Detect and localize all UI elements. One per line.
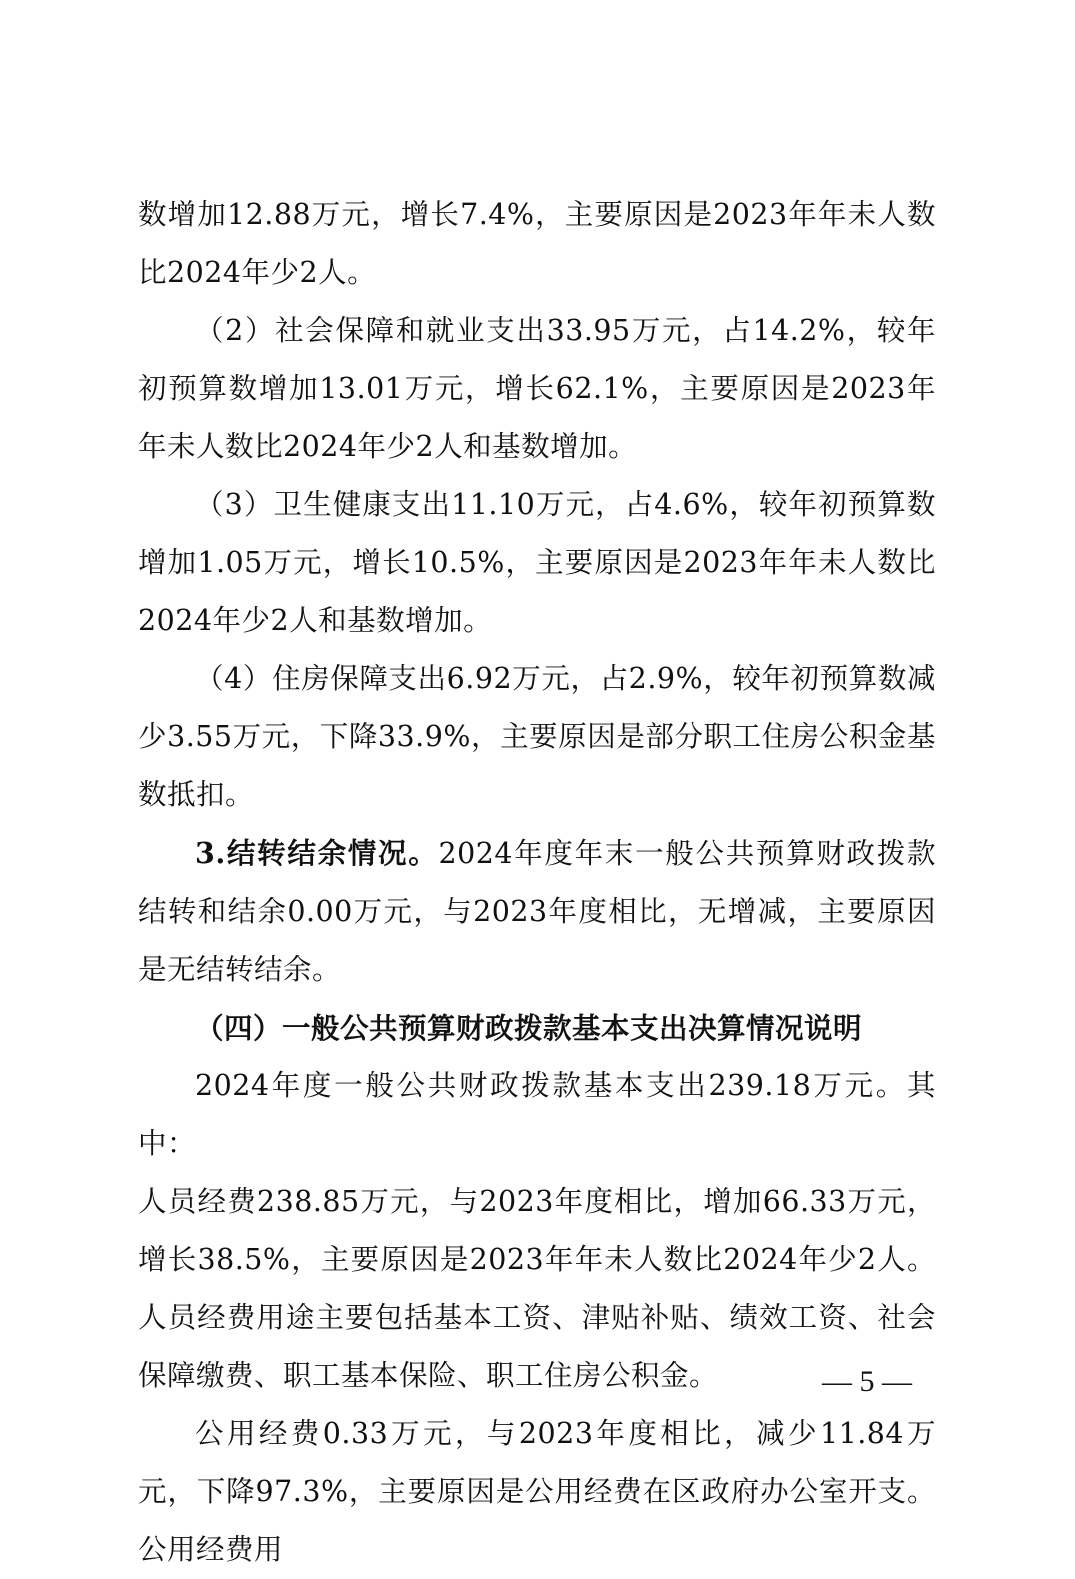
paragraph-social-security: （2）社会保障和就业支出33.95万元，占14.2%，较年初预算数增加13.01万元，增长62.1%，主要原因是2023年年未人数比2024年少2人和基数增加。 [138, 314, 936, 463]
section-heading: （四）一般公共预算财政拨款基本支出决算情况说明 [195, 1011, 863, 1045]
paragraph-health: （3）卫生健康支出11.10万元，占4.6%，较年初预算数增加1.05万元，增长10.5%，主要原因是2023年年未人数比2024年少2人和基数增加。 [138, 488, 936, 637]
paragraph-public-costs: 公用经费0.33万元，与2023年度相比，减少11.84万元，下降97.3%，主要原因是公用经费在区政府办公室开支。公用经费用 [138, 1417, 936, 1566]
paragraph-housing: （4）住房保障支出6.92万元，占2.9%，较年初预算数减少3.55万元，下降33.9%，主要原因是部分职工住房公积金基数抵扣。 [138, 662, 936, 811]
page-number: — 5 — [822, 1365, 912, 1398]
carryover-lead: 3.结转结余情况。 [195, 836, 439, 870]
paragraph-carryover [138, 824, 936, 999]
carryover-text: 2024年度年末一般公共预算财政拨款结转和结余0.00万元，与2023年度相比，无增减，主要原因是无结转结余。 [138, 837, 936, 986]
paragraph-basic-expenditure: 2024年度一般公共财政拨款基本支出239.18万元。其中： [138, 1069, 936, 1160]
paragraph-personnel-costs: 人员经费238.85万元，与2023年度相比，增加66.33万元，增长38.5%，主要原因是2023年年未人数比2024年少2人。人员经费用途主要包括基本工资、津贴补贴、绩效工资、社会保障缴费、职工基本保险、职工住房公积金。 [138, 1185, 936, 1392]
paragraph-continuation: 数增加12.88万元，增长7.4%，主要原因是2023年年未人数比2024年少2人。 [138, 198, 936, 289]
